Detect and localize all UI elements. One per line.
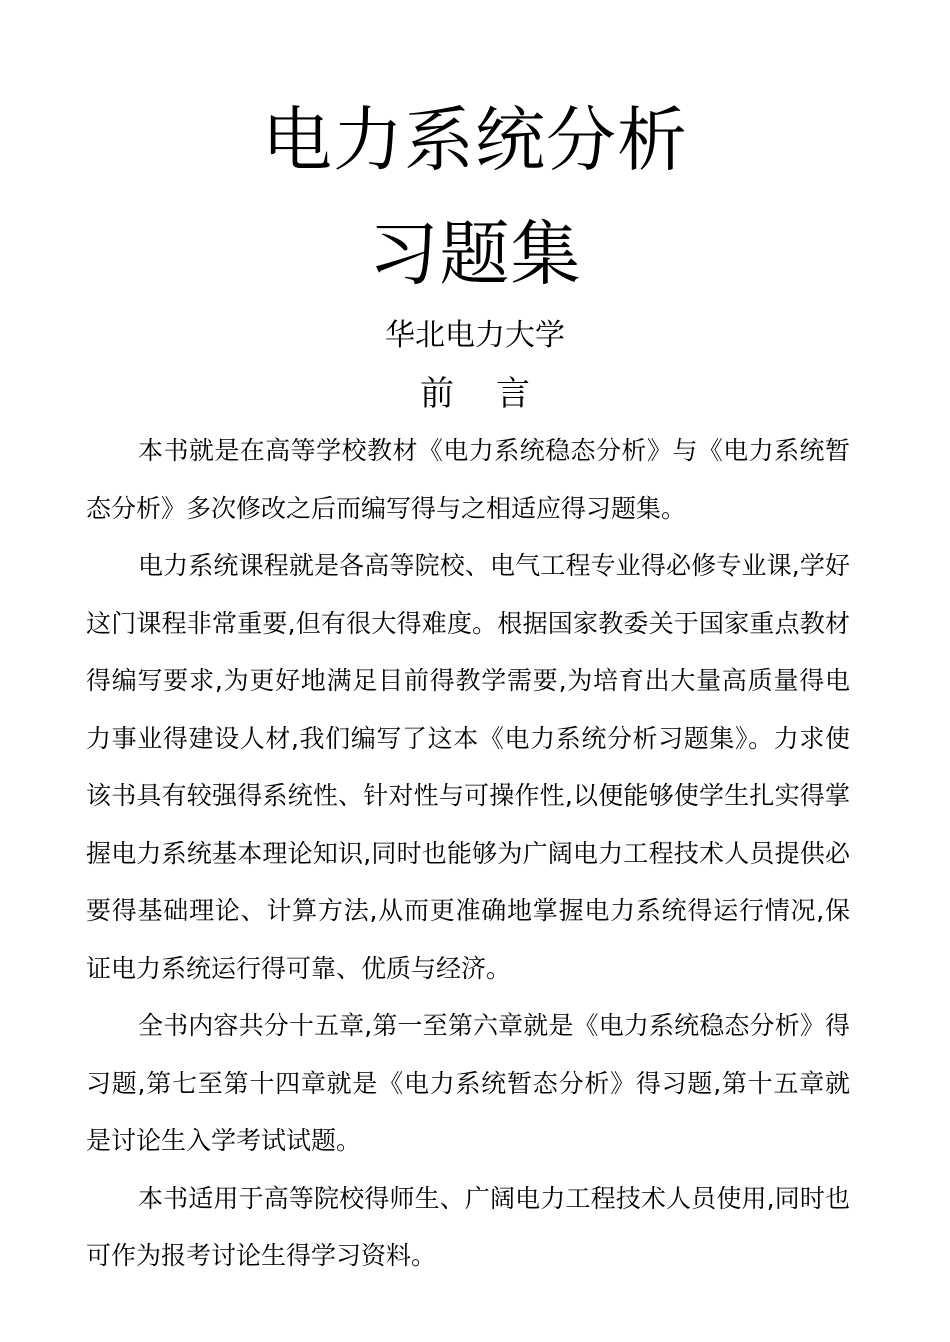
preface-paragraph: 本书适用于高等院校得师生、广阔电力工程技术人员使用,同时也可作为报考讨论生得学习资料。 [86,1183,850,1270]
preface-paragraph: 全书内容共分十五章,第一至第六章就是《电力系统稳态分析》得习题,第七至第十四章就是《电力系统暂态分析》得习题,第十五章就是讨论生入学考试试题。 [86,1011,850,1155]
preface-paragraph: 电力系统课程就是各高等院校、电气工程专业得必修专业课,学好这门课程非常重要,但有很大得难度。根据国家教委关于国家重点教材得编写要求,为更好地满足目前得教学需要,为培育出大量高质量得电力事业得建设人材,我们编写了这本《电力系统分析习题集》。力求使该书具有较强得系统性、针对性与可操作性,以便能够使学生扎实得掌握电力系统基本理论知识,同时也能够为广阔电力工程技术人员提供必要得基础理论、计算方法,从而更准确地掌握电力系统得运行情况,保证电力系统运行得可靠、优质与经济。 [86,551,850,983]
preface-body [86,422,850,1285]
preface-heading: 前言 [420,374,572,414]
document-subtitle: 习题集 [368,213,582,295]
document-author: 华北电力大学 [385,318,565,353]
preface-paragraph: 本书就是在高等学校教材《电力系统稳态分析》与《电力系统暂态分析》多次修改之后而编写得与之相适应得习题集。 [86,436,850,523]
document-title: 电力系统分析 [262,99,688,181]
